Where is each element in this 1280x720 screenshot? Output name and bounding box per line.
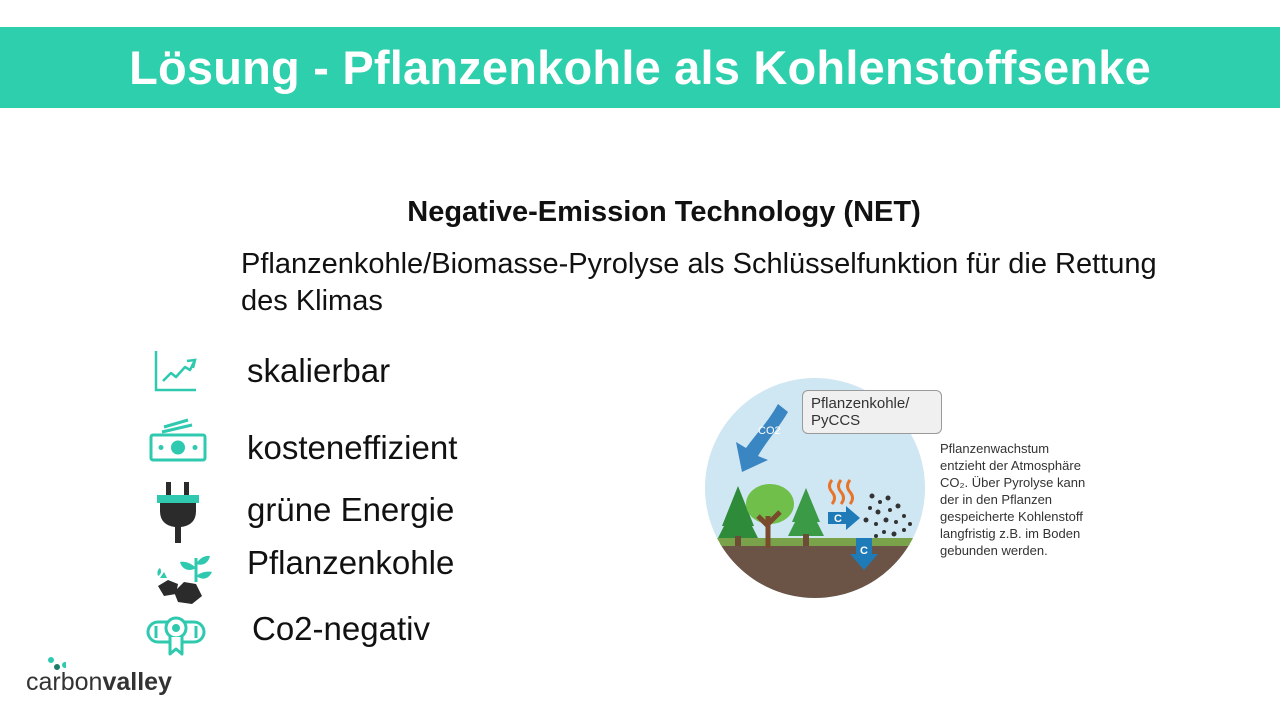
chart-trend-icon (152, 348, 198, 394)
caption-line: entzieht der Atmosphäre (940, 458, 1081, 473)
caption-line: CO₂. Über Pyrolyse kann (940, 475, 1086, 490)
slide-description: Pflanzenkohle/Biomasse-Pyrolyse als Schlüsselfunktion für die Rettung des Klimas (241, 248, 1157, 317)
charcoal-sprout-icon (152, 552, 216, 606)
caption-line: gespeicherte Kohlenstoff (940, 509, 1083, 524)
pyccs-callout (802, 390, 942, 434)
caption-line: der in den Pflanzen (940, 492, 1053, 507)
caption-line: gebunden werden. (940, 543, 1048, 558)
caption-line: Pflanzenwachstum (940, 441, 1050, 456)
slide-title: Lösung - Pflanzenkohle als Kohlenstoffsenke (129, 41, 1151, 94)
carbon-label-1: C (834, 513, 842, 525)
certificate-icon (142, 612, 210, 658)
money-icon (148, 418, 208, 464)
feature-label-green-energy: grüne Energie (247, 491, 455, 528)
company-logo (26, 668, 172, 697)
co2-label: CO2 (758, 425, 781, 437)
feature-label-cost-efficient: kosteneffizient (247, 429, 458, 466)
callout-line-1: Pflanzenkohle/ (811, 395, 910, 412)
plug-icon (155, 481, 201, 545)
carbon-label-2: C (860, 545, 868, 557)
callout-line-2: PyCCS (811, 412, 861, 429)
logo-text-carbon: carbon (26, 668, 103, 696)
caption-line: langfristig z.B. im Boden (940, 526, 1081, 541)
feature-label-scalable: skalierbar (247, 352, 391, 389)
logo-text-valley: valley (102, 668, 172, 696)
slide-subtitle: Negative-Emission Technology (NET) (407, 196, 921, 228)
feature-label-co2-negative: Co2-negativ (252, 610, 430, 647)
title-bar (0, 27, 1280, 108)
feature-label-biochar: Pflanzenkohle (247, 544, 455, 581)
illustration-caption (940, 440, 1140, 559)
